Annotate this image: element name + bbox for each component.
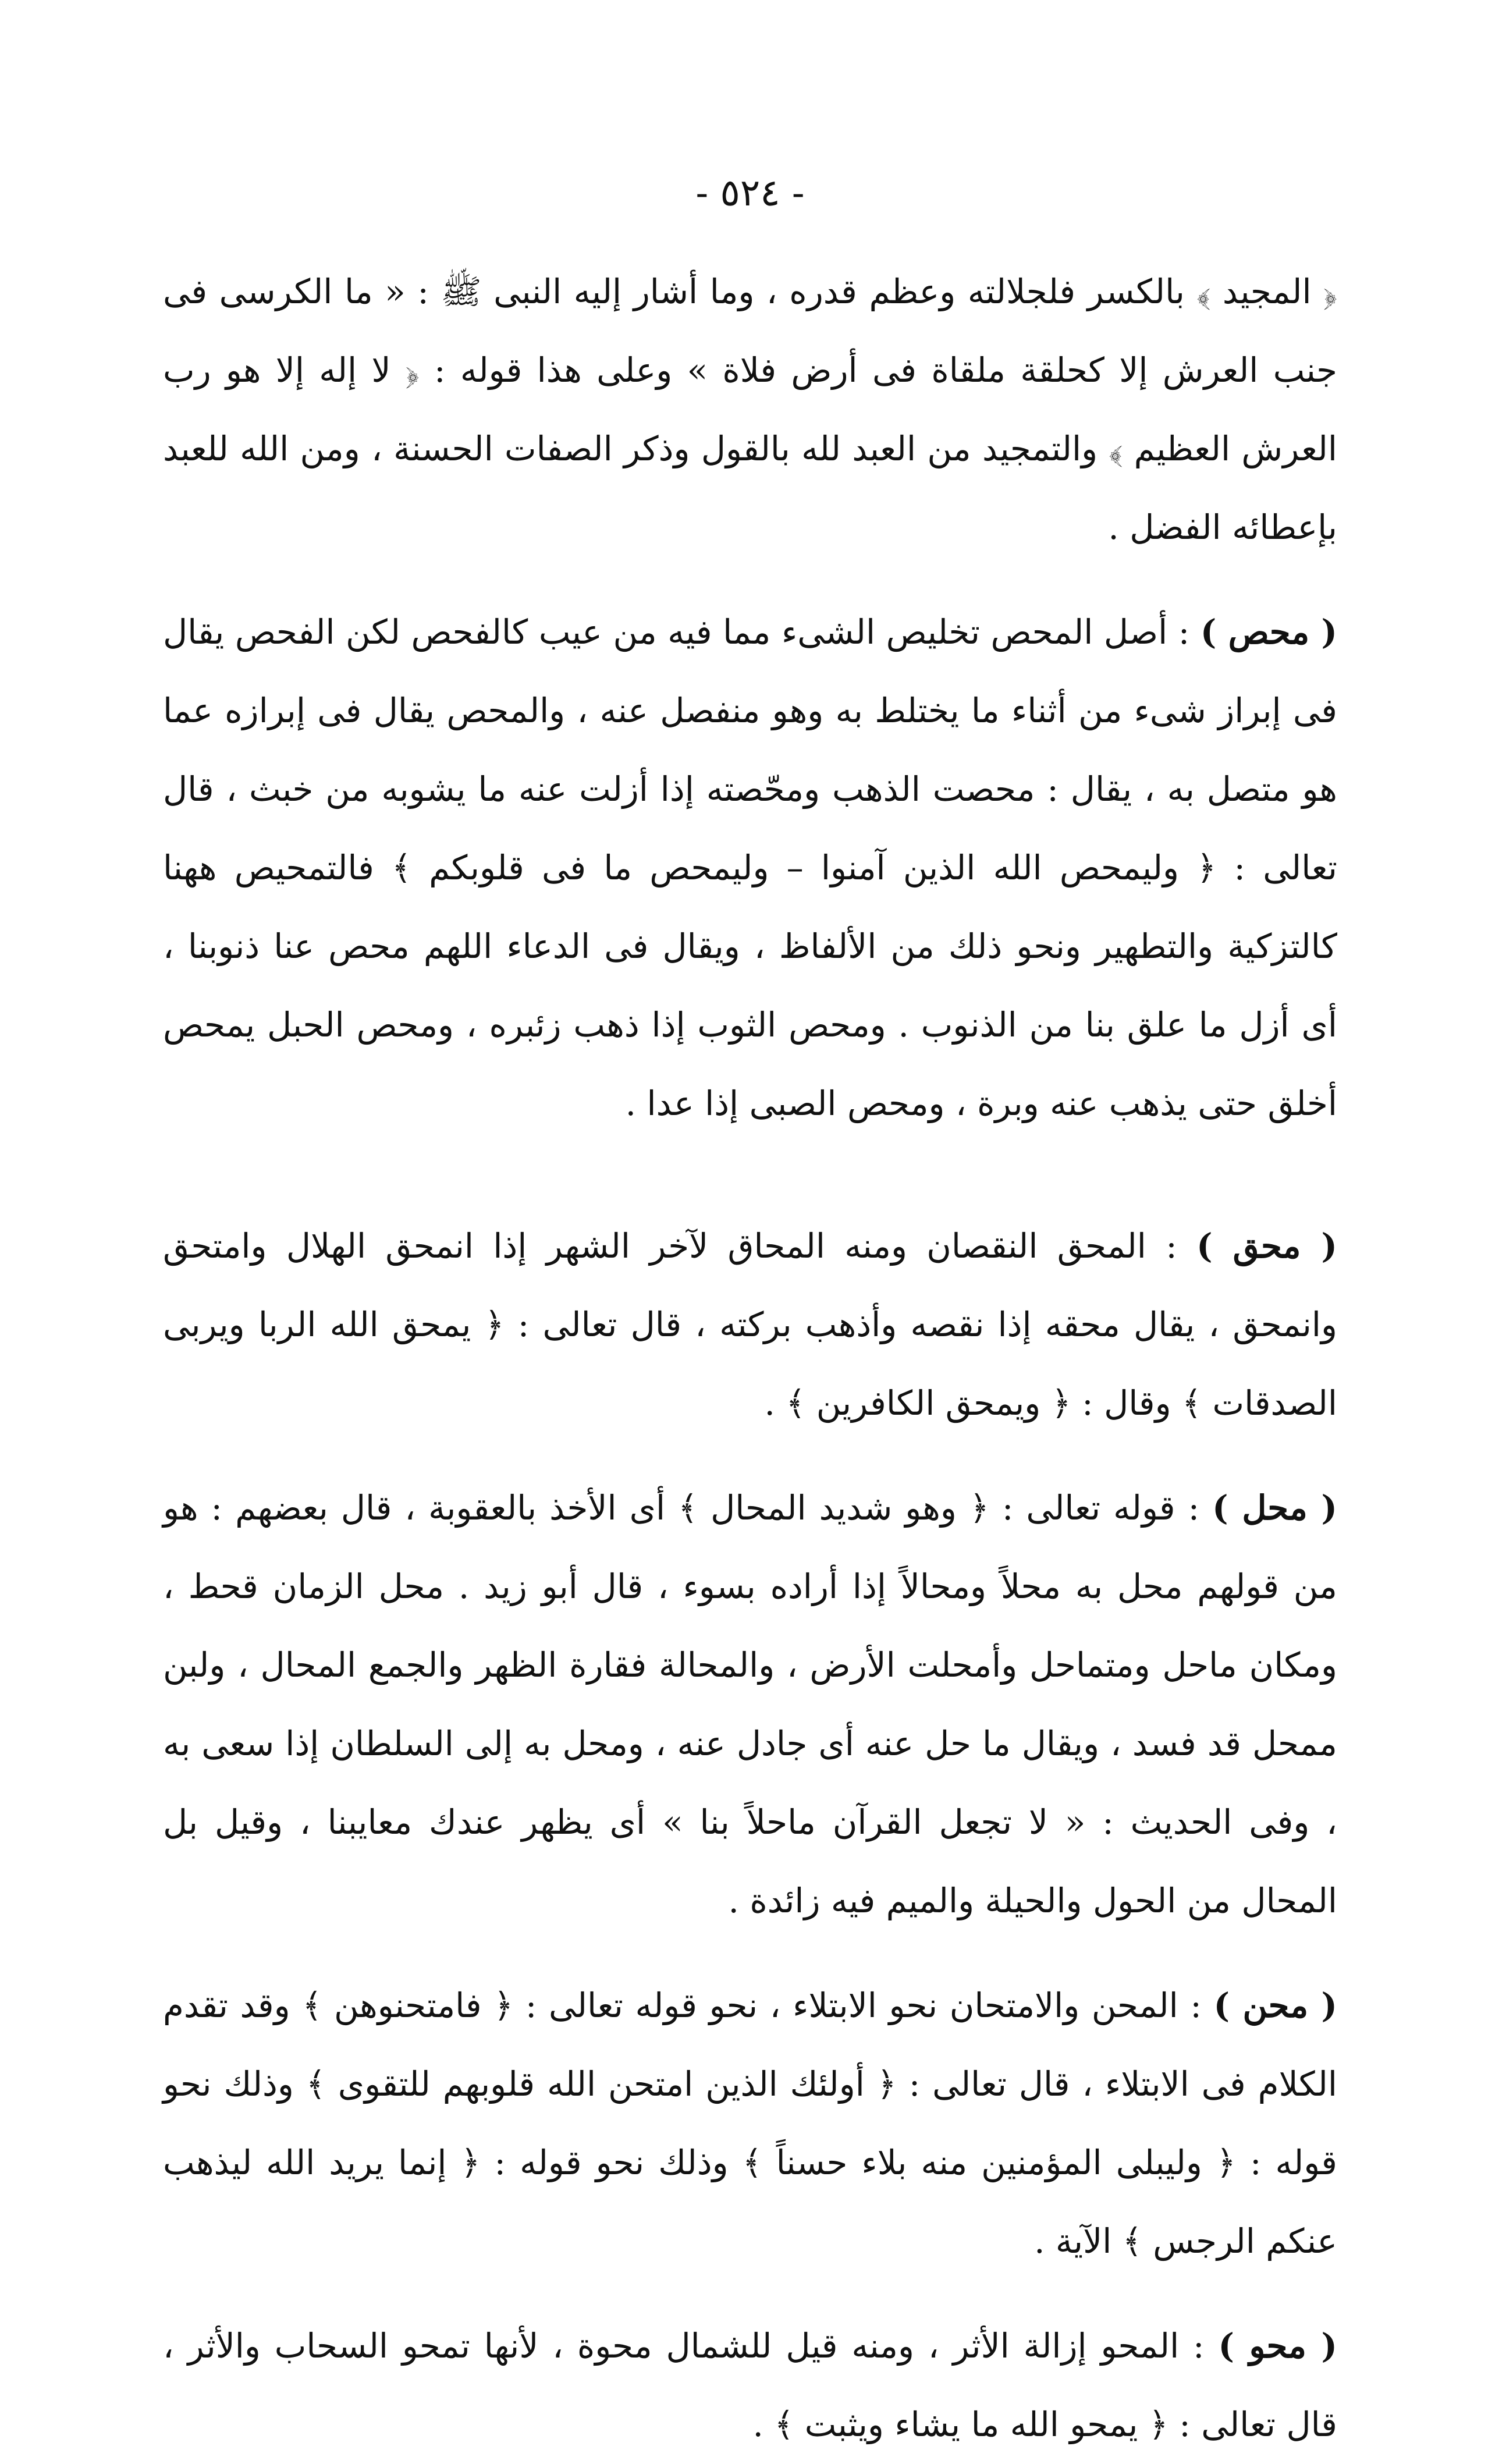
- entry-headword: ( محل ): [1212, 1488, 1337, 1528]
- entry-mahq: [163, 1207, 1337, 1443]
- entry-mahw: [163, 2307, 1337, 2464]
- entry-headword: ( محو ): [1218, 2326, 1338, 2366]
- page-number: - ٥٢٤ -: [695, 172, 805, 215]
- entry-headword: ( محن ): [1213, 1986, 1337, 2025]
- entry-mahs: [163, 593, 1337, 1143]
- entry-mahl: [163, 1469, 1337, 1940]
- entry-majd-continuation: [163, 253, 1337, 567]
- entry-text: : أصل المحص تخليص الشىء مما فيه من عيب كالفحص لكن الفحص يقال فى إبراز شىء من أثناء ما يختلط به وهو منفصل عنه ، والمحص يقال فى إبرازه عما هو متصل به ، يقال : محصت الذهب ومحّصته إذا أزلت عنه ما يشوبه من خبث ، قال تعالى : ﴿ وليمحص الله الذين آمنوا – وليمحص ما فى قلوبكم ﴾ فالتمحيص ههنا كالتزكية والتطهير ونحو ذلك من الألفاظ ، ويقال فى الدعاء اللهم محص عنا ذنوبنا ، أى أزل ما علق بنا من الذنوب . ومحص الثوب إذا ذهب زئبره ، ومحص الحبل يمحص أخلق حتى يذهب عنه وبرة ، ومحص الصبى إذا عدا .: [163, 612, 1337, 1123]
- entry-headword: ( محص ): [1200, 612, 1337, 652]
- entry-headword: ( محق ): [1196, 1226, 1338, 1266]
- entry-text: : قوله تعالى : ﴿ وهو شديد المحال ﴾ أى الأخذ بالعقوبة ، قال بعضهم : هو من قولهم محل به محلاً ومحالاً إذا أراده بسوء ، قال أبو زيد . محل الزمان قحط ، ومكان ماحل ومتماحل وأمحلت الأرض ، والمحالة فقارة الظهر والجمع المحال ، ولبن ممحل قد فسد ، ويقال ما حل عنه أى جادل عنه ، ومحل به إلى السلطان إذا سعى به ، وفى الحديث : « لا تجعل القرآن ماحلاً بنا » أى يظهر عندك معايبنا ، وقيل بل المحال من الحول والحيلة والميم فيه زائدة .: [163, 1488, 1338, 1920]
- entry-text: : المحو إزالة الأثر ، ومنه قيل للشمال محوة ، لأنها تمحو السحاب والأثر ، قال تعالى : ﴿ يمحو الله ما يشاء ويثبت ﴾ .: [163, 2326, 1337, 2444]
- entry-mahn: [163, 1966, 1337, 2281]
- entry-text: : المحن والامتحان نحو الابتلاء ، نحو قوله تعالى : ﴿ فامتحنوهن ﴾ وقد تقدم الكلام فى الابتلاء ، قال تعالى : ﴿ أولئك الذين امتحن الله قلوبهم للتقوى ﴾ وذلك نحو قوله : ﴿ وليبلى المؤمنين منه بلاء حسناً ﴾ وذلك نحو قوله : ﴿ إنما يريد الله ليذهب عنكم الرجس ﴾ الآية .: [163, 1986, 1337, 2261]
- entry-text: ﴿ المجيد ﴾ بالكسر فلجلالته وعظم قدره ، وما أشار إليه النبى ﷺ : « ما الكرسى فى جنب العرش إلا كحلقة ملقاة فى أرض فلاة » وعلى هذا قوله : ﴿ لا إله إلا هو رب العرش العظيم ﴾ والتمجيد من العبد لله بالقول وذكر الصفات الحسنة ، ومن الله للعبد بإعطائه الفضل .: [163, 272, 1337, 547]
- entry-text: : المحق النقصان ومنه المحاق لآخر الشهر إذا انمحق الهلال وامتحق وانمحق ، يقال محقه إذا نقصه وأذهب بركته ، قال تعالى : ﴿ يمحق الله الربا ويربى الصدقات ﴾ وقال : ﴿ ويمحق الكافرين ﴾ .: [163, 1226, 1337, 1423]
